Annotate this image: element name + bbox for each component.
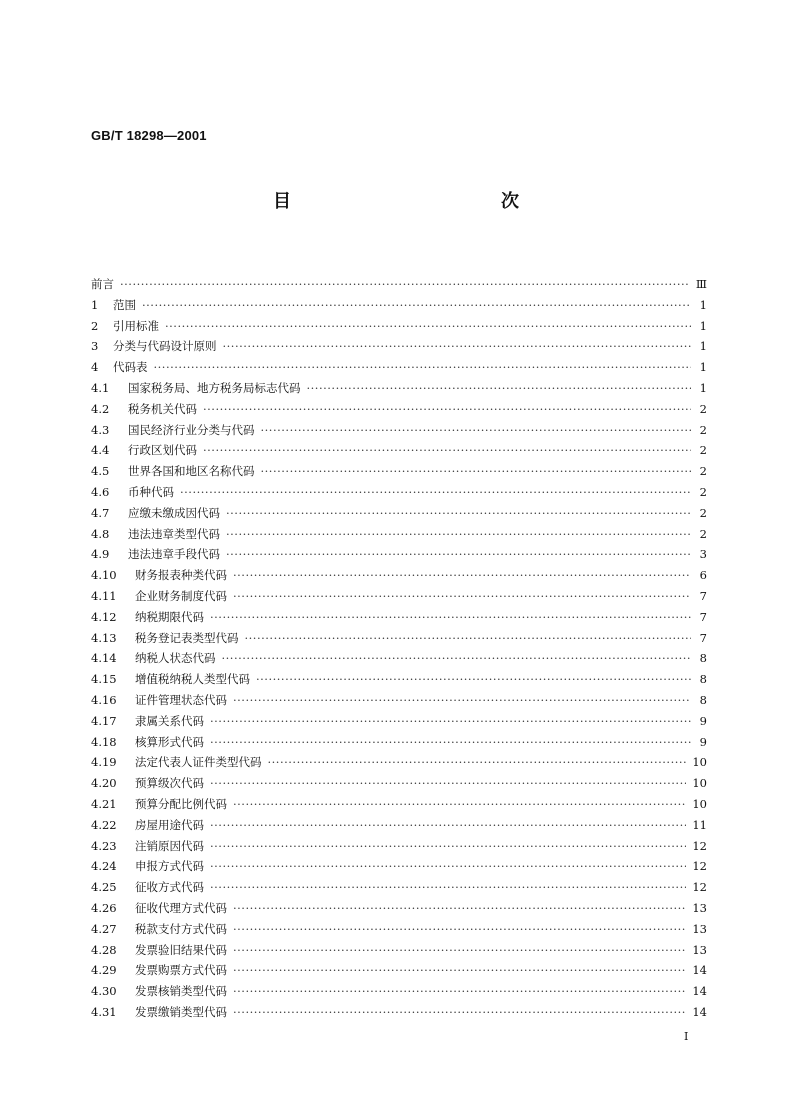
toc-entry-number: 3 [91, 339, 99, 354]
toc-entry-label: 法定代表人证件类型代码 [135, 755, 262, 770]
toc-entry-page: 13 [692, 921, 707, 936]
toc-entry-label: 范围 [113, 297, 136, 312]
toc-entry-number: 4.3 [91, 422, 110, 437]
toc-entry[interactable] [91, 295, 707, 316]
toc-entry-label: 征收方式代码 [135, 880, 204, 895]
toc-entry[interactable] [91, 898, 707, 919]
toc-dot-leader [223, 336, 692, 357]
toc-dot-leader [210, 607, 691, 628]
toc-entry-label: 税务机关代码 [128, 401, 197, 416]
toc-entry-label: 发票核销类型代码 [135, 984, 227, 999]
toc-entry[interactable] [91, 940, 707, 961]
toc-entry-number: 4.1 [91, 380, 110, 395]
toc-entry-page: 11 [692, 817, 707, 832]
page-title: 目 次 [273, 191, 577, 212]
toc-entry[interactable] [91, 690, 707, 711]
toc-dot-leader [203, 399, 691, 420]
toc-entry-label: 引用标准 [113, 318, 159, 333]
toc-entry-number: 4.25 [91, 880, 117, 895]
toc-entry[interactable] [91, 752, 707, 773]
toc-entry-label: 核算形式代码 [135, 734, 204, 749]
toc-entry[interactable] [91, 420, 707, 441]
toc-dot-leader [165, 316, 691, 337]
toc-dot-leader [210, 732, 691, 753]
toc-entry-label: 发票验旧结果代码 [135, 942, 227, 957]
toc-entry-number: 4.19 [91, 755, 117, 770]
toc-entry[interactable] [91, 399, 707, 420]
toc-entry-page: 2 [699, 505, 707, 520]
toc-dot-leader [210, 815, 686, 836]
toc-entry[interactable] [91, 794, 707, 815]
toc-entry-number: 4.2 [91, 401, 110, 416]
toc-dot-leader [226, 524, 691, 545]
toc-dot-leader [233, 586, 691, 607]
toc-entry-number: 4.20 [91, 776, 117, 791]
toc-entry-label: 纳税人状态代码 [135, 651, 216, 666]
toc-entry-number: 4.22 [91, 817, 117, 832]
toc-entry[interactable] [91, 565, 707, 586]
page-number: I [684, 1030, 689, 1043]
toc-entry[interactable] [91, 773, 707, 794]
toc-entry-page: 14 [692, 1004, 707, 1019]
toc-dot-leader [307, 378, 692, 399]
toc-entry[interactable] [91, 628, 707, 649]
toc-entry[interactable] [91, 960, 707, 981]
toc-entry-page: 8 [699, 651, 707, 666]
toc-entry-label: 增值税纳税人类型代码 [135, 672, 250, 687]
toc-entry-label: 发票缴销类型代码 [135, 1004, 227, 1019]
toc-entry[interactable] [91, 711, 707, 732]
toc-dot-leader [233, 981, 686, 1002]
toc-entry-number: 4.27 [91, 921, 117, 936]
toc-entry[interactable] [91, 316, 707, 337]
toc-entry-number: 4.29 [91, 963, 117, 978]
toc-dot-leader [210, 836, 686, 857]
toc-entry-number: 4.10 [91, 568, 117, 583]
toc-entry-number: 4.21 [91, 796, 117, 811]
toc-entry-number: 4.4 [91, 443, 110, 458]
toc-entry[interactable] [91, 440, 707, 461]
toc-entry-label: 征收代理方式代码 [135, 900, 227, 915]
toc-entry[interactable] [91, 836, 707, 857]
toc-entry-page: 13 [692, 942, 707, 957]
toc-entry[interactable] [91, 815, 707, 836]
toc-entry[interactable] [91, 461, 707, 482]
toc-entry-page: 10 [692, 755, 707, 770]
toc-entry-page: Ⅲ [695, 277, 707, 291]
toc-entry[interactable] [91, 856, 707, 877]
toc-entry-number: 2 [91, 318, 99, 333]
toc-entry-label: 纳税期限代码 [135, 609, 204, 624]
toc-entry-page: 2 [699, 443, 707, 458]
toc-entry-page: 12 [692, 880, 707, 895]
toc-dot-leader [203, 440, 691, 461]
toc-dot-leader [180, 482, 691, 503]
table-of-contents [91, 274, 707, 1023]
toc-entry-page: 14 [692, 963, 707, 978]
toc-entry[interactable] [91, 378, 707, 399]
toc-entry-label: 预算分配比例代码 [135, 796, 227, 811]
toc-entry-label: 隶属关系代码 [135, 713, 204, 728]
toc-entry-label: 财务报表种类代码 [135, 568, 227, 583]
toc-entry-number: 4.18 [91, 734, 117, 749]
toc-dot-leader [268, 752, 687, 773]
toc-entry[interactable] [91, 919, 707, 940]
toc-dot-leader [233, 565, 691, 586]
toc-entry-page: 7 [699, 588, 707, 603]
toc-entry-number: 4.14 [91, 651, 117, 666]
toc-entry-number: 4.11 [91, 588, 117, 603]
toc-entry-page: 6 [699, 568, 707, 583]
toc-entry[interactable] [91, 503, 707, 524]
toc-entry[interactable] [91, 274, 707, 295]
toc-entry[interactable] [91, 877, 707, 898]
toc-entry-label: 分类与代码设计原则 [113, 339, 217, 354]
toc-entry-number: 4.7 [91, 505, 110, 520]
toc-entry-label: 企业财务制度代码 [135, 588, 227, 603]
toc-dot-leader [233, 919, 686, 940]
toc-entry-label: 税款支付方式代码 [135, 921, 227, 936]
toc-entry-page: 2 [699, 401, 707, 416]
toc-dot-leader [226, 503, 691, 524]
toc-dot-leader [210, 773, 686, 794]
toc-dot-leader [210, 877, 686, 898]
toc-entry[interactable] [91, 732, 707, 753]
toc-entry-label: 预算级次代码 [135, 776, 204, 791]
toc-entry-number: 4.24 [91, 859, 117, 874]
toc-entry-label: 违法违章手段代码 [128, 547, 220, 562]
toc-dot-leader [210, 711, 691, 732]
toc-entry-label: 证件管理状态代码 [135, 692, 227, 707]
toc-dot-leader [245, 628, 692, 649]
toc-entry-page: 1 [699, 318, 707, 333]
toc-entry-label: 国家税务局、地方税务局标志代码 [128, 380, 301, 395]
toc-entry-number: 4.31 [91, 1004, 117, 1019]
toc-entry-page: 13 [692, 900, 707, 915]
toc-entry-number: 4.13 [91, 630, 117, 645]
toc-entry-number: 4.15 [91, 672, 117, 687]
toc-entry-number: 4.5 [91, 464, 110, 479]
toc-entry-label: 前言 [91, 277, 114, 291]
toc-entry-page: 10 [692, 776, 707, 791]
toc-entry-page: 2 [699, 422, 707, 437]
toc-entry-label: 违法违章类型代码 [128, 526, 220, 541]
toc-entry-label: 世界各国和地区名称代码 [128, 464, 255, 479]
toc-entry-page: 12 [692, 859, 707, 874]
toc-dot-leader [256, 669, 691, 690]
toc-entry-number: 4.9 [91, 547, 110, 562]
toc-entry-number: 4.17 [91, 713, 117, 728]
toc-entry-page: 1 [699, 339, 707, 354]
toc-entry-number: 4.6 [91, 484, 110, 499]
toc-entry-number: 4.16 [91, 692, 117, 707]
toc-entry-number: 4.12 [91, 609, 117, 624]
toc-dot-leader [154, 357, 692, 378]
toc-entry-page: 14 [692, 984, 707, 999]
toc-dot-leader [233, 690, 691, 711]
toc-entry-page: 7 [699, 630, 707, 645]
toc-entry-page: 12 [692, 838, 707, 853]
toc-dot-leader [233, 794, 686, 815]
toc-entry-page: 9 [699, 713, 707, 728]
toc-entry-page: 1 [699, 297, 707, 312]
toc-dot-leader [222, 648, 692, 669]
toc-entry-page: 10 [692, 796, 707, 811]
toc-entry-label: 代码表 [113, 360, 148, 375]
toc-entry-page: 2 [699, 526, 707, 541]
toc-entry-number: 4.26 [91, 900, 117, 915]
toc-entry[interactable] [91, 482, 707, 503]
standard-code: GB/T 18298—2001 [91, 128, 207, 143]
toc-entry-number: 4.28 [91, 942, 117, 957]
toc-entry[interactable] [91, 524, 707, 545]
toc-entry-number: 4 [91, 360, 99, 375]
toc-entry-label: 注销原因代码 [135, 838, 204, 853]
toc-dot-leader [261, 420, 692, 441]
toc-dot-leader [210, 856, 686, 877]
toc-entry-number: 4.30 [91, 984, 117, 999]
toc-entry-page: 7 [699, 609, 707, 624]
toc-entry-label: 申报方式代码 [135, 859, 204, 874]
toc-entry[interactable] [91, 586, 707, 607]
toc-entry-label: 币种代码 [128, 484, 174, 499]
toc-entry-page: 8 [699, 672, 707, 687]
toc-entry[interactable] [91, 544, 707, 565]
toc-dot-leader [120, 274, 690, 295]
toc-entry-page: 1 [699, 380, 707, 395]
toc-entry-page: 1 [699, 360, 707, 375]
toc-entry-number: 4.8 [91, 526, 110, 541]
toc-entry-number: 4.23 [91, 838, 117, 853]
toc-entry-page: 3 [699, 547, 707, 562]
toc-dot-leader [142, 295, 691, 316]
toc-entry[interactable] [91, 648, 707, 669]
toc-entry-label: 国民经济行业分类与代码 [128, 422, 255, 437]
toc-entry[interactable] [91, 981, 707, 1002]
toc-dot-leader [226, 544, 691, 565]
toc-entry[interactable] [91, 669, 707, 690]
toc-entry-page: 2 [699, 484, 707, 499]
toc-entry-page: 8 [699, 692, 707, 707]
toc-entry-page: 2 [699, 464, 707, 479]
toc-entry-label: 应缴未缴成因代码 [128, 505, 220, 520]
toc-entry-label: 房屋用途代码 [135, 817, 204, 832]
toc-dot-leader [233, 898, 686, 919]
toc-entry-page: 9 [699, 734, 707, 749]
toc-entry-label: 发票购票方式代码 [135, 963, 227, 978]
toc-entry-label: 行政区划代码 [128, 443, 197, 458]
toc-dot-leader [261, 461, 692, 482]
toc-entry[interactable] [91, 607, 707, 628]
toc-entry-number: 1 [91, 297, 99, 312]
toc-entry[interactable] [91, 357, 707, 378]
toc-entry[interactable] [91, 1002, 707, 1023]
toc-entry[interactable] [91, 336, 707, 357]
toc-entry-label: 税务登记表类型代码 [135, 630, 239, 645]
toc-dot-leader [233, 960, 686, 981]
toc-dot-leader [233, 940, 686, 961]
toc-dot-leader [233, 1002, 686, 1023]
